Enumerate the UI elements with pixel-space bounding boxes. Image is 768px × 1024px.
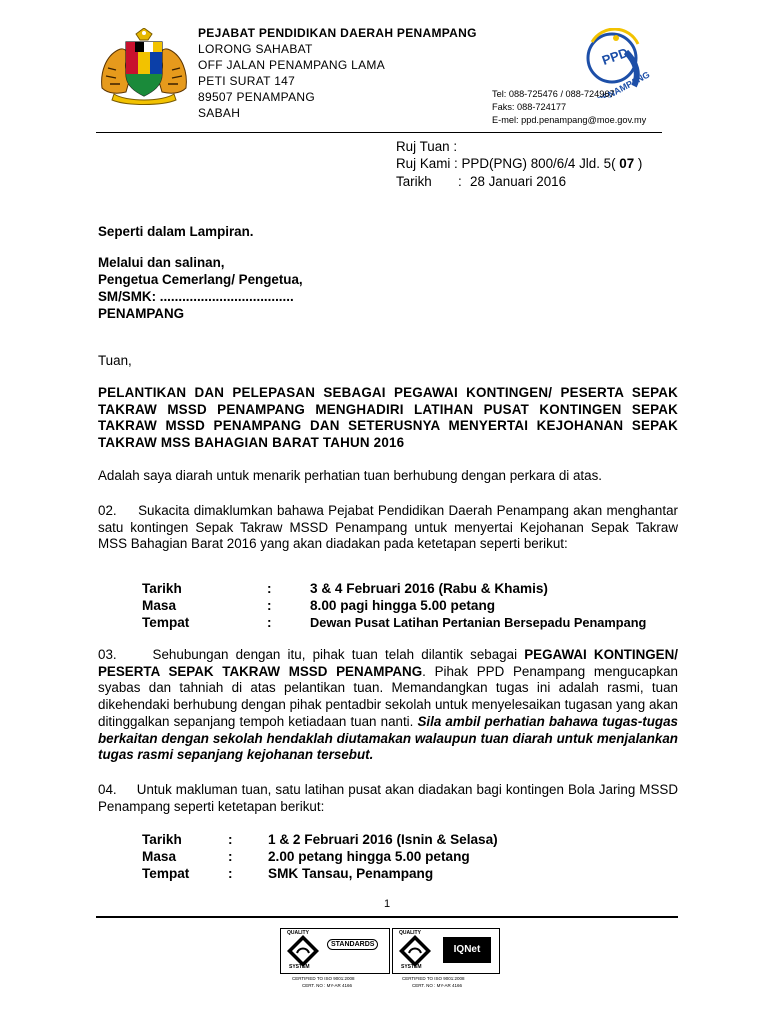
cert-2-line-1: CERTIFIED TO ISO 9001:2008 [402, 976, 465, 981]
tarikh-value: 28 Januari 2016 [470, 174, 567, 189]
para-03-middle: . Pihak PPD Penampang mengucapkan syabas dan tahniah di atas pelantikan tuan. Memandangkan tugas ini adalah rasmi, tuan dikehendaki berhubung dengan pihak pentadbir sekolah untuk menyelesaikan tugasan yang akan ditinggalkan sepanjang tempoh ketiadaan tuan nanti. [98, 663, 678, 729]
para-02: 02. Sukacita dimaklumkan bahawa Pejabat Pendidikan Daerah Penampang akan menghantar satu kontingen Sepak Takraw MSSD Penampang untuk menyertai Kejohanan Sepak Takraw MSS Bahagian Barat 2016 yang akan diadakan pada ketetapan seperti berikut: [98, 503, 678, 552]
schedule-2-label: Masa [142, 849, 177, 864]
schedule-1-row-masa [142, 598, 646, 615]
ruj-kami-value [462, 156, 643, 171]
certification-badge-1 [280, 928, 390, 974]
header-divider [96, 132, 662, 133]
schedule-1-value: 8.00 pagi hingga 5.00 petang [310, 598, 496, 613]
para-03 [98, 647, 678, 764]
salinan-line-4: PENAMPANG [98, 306, 185, 321]
email-line: E-mel: ppd.penampang@moe.gov.my [492, 115, 647, 125]
badge-1-top: QUALITY [287, 930, 309, 936]
schedule-1-row-tempat [142, 615, 646, 632]
schedule-table-1 [142, 581, 646, 632]
salutation: Tuan, [98, 353, 132, 368]
lampiran-line: Seperti dalam Lampiran. [98, 224, 254, 239]
ruj-kami-value-pre: PPD(PNG) 800/6/4 Jld. 5( [461, 156, 616, 171]
schedule-1-colon: : [267, 598, 272, 613]
svg-text:PPD: PPD [599, 44, 631, 68]
address-line-2: OFF JALAN PENAMPANG LAMA [198, 58, 386, 72]
schedule-1-label: Tempat [142, 615, 190, 630]
subject-heading: PELANTIKAN DAN PELEPASAN SEBAGAI PEGAWAI KONTINGEN/ PESERTA SEPAK TAKRAW MSSD PENAMPANG MENGHADIRI LATIHAN PUSAT KONTINGEN SEPAK TAKRAW MSSD PENAMPANG DAN SETERUSNYA MENYERTAI KEJOHANAN SEPAK TAKRAW MSS BAHAGIAN BARAT TAHUN 2016 [98, 385, 678, 451]
schedule-1-value: Dewan Pusat Latihan Pertanian Bersepadu Penampang [310, 615, 647, 630]
schedule-2-value: SMK Tansau, Penampang [268, 866, 434, 881]
svg-text:PENAMPANG: PENAMPANG [595, 69, 652, 98]
ruj-tuan-label: Ruj Tuan : [396, 139, 458, 154]
schedule-1-value: 3 & 4 Februari 2016 (Rabu & Khamis) [310, 581, 548, 596]
tarikh-colon: : [458, 174, 462, 189]
office-name: PEJABAT PENDIDIKAN DAERAH PENAMPANG [198, 26, 477, 40]
salinan-line-3: SM/SMK: .................................... [98, 289, 294, 304]
ruj-tuan [396, 139, 457, 156]
schedule-1-colon: : [267, 581, 272, 596]
schedule-1-label: Tarikh [142, 581, 182, 596]
schedule-2-row-masa [142, 849, 498, 866]
address-line-5: SABAH [198, 106, 241, 120]
address-line-3: PETI SURAT 147 [198, 74, 296, 88]
schedule-2-label: Tarikh [142, 832, 182, 847]
para-03-emphasis: Sila ambil perhatian bahawa tugas-tugas berkaitan dengan sekolah hendaklah diutamakan walaupun tuan diarah untuk menjalankan tugas rasmi sepanjang kejohanan tersebut. [98, 713, 679, 763]
para-03-appointment: PEGAWAI KONTINGEN/ PESERTA SEPAK TAKRAW MSSD PENAMPANG [98, 647, 678, 679]
badge-1-bottom: SYSTEM [289, 964, 310, 970]
schedule-2-colon: : [228, 849, 233, 864]
schedule-2-row-tarikh [142, 832, 498, 849]
cert-2-line-2: CERT. NO : MY-AR 4166 [412, 983, 463, 988]
schedule-table-2 [142, 832, 498, 883]
ruj-kami-value-post: ) [637, 156, 643, 171]
schedule-2-colon: : [228, 832, 233, 847]
cert-1-line-1: CERTIFIED TO ISO 9001:2008 [292, 976, 355, 981]
schedule-2-label: Tempat [142, 866, 190, 881]
badge-1-brand: STANDARDS [327, 939, 378, 950]
schedule-1-colon: : [267, 615, 272, 630]
fax-line: Faks: 088-724177 [492, 102, 567, 112]
tel-line: Tel: 088-725476 / 088-724967 [492, 89, 615, 99]
certification-badges [280, 928, 498, 990]
badge-2-top: QUALITY [399, 930, 421, 936]
badge-2-bottom: SYSTEM [401, 964, 422, 970]
ruj-kami-number: 07 [615, 156, 638, 171]
schedule-2-value: 2.00 petang hingga 5.00 petang [268, 849, 470, 864]
badge-2-brand: IQNet [443, 937, 491, 963]
schedule-1-label: Masa [142, 598, 177, 613]
salinan-line-2: Pengetua Cemerlang/ Pengetua, [98, 272, 303, 287]
ruj-kami-label: Ruj Kami : [396, 156, 458, 171]
address-line-1: LORONG SAHABAT [198, 42, 313, 56]
para-intro: Adalah saya diarah untuk menarik perhatian tuan berhubung dengan perkara di atas. [98, 468, 602, 483]
schedule-2-colon: : [228, 866, 233, 881]
tarikh-label: Tarikh [396, 174, 432, 189]
page-number: 1 [384, 898, 391, 910]
cert-1-line-2: CERT. NO : MY-AR 4166 [302, 983, 353, 988]
footer-divider [96, 916, 678, 918]
address-line-4: 89507 PENAMPANG [198, 90, 315, 104]
tarikh-row [396, 174, 566, 191]
coat-of-arms-emblem [96, 28, 192, 106]
schedule-2-row-tempat [142, 866, 498, 883]
ruj-kami [396, 156, 642, 173]
para-04: 04. Untuk makluman tuan, satu latihan pusat akan diadakan bagi kontingen Bola Jaring MSSD Penampang seperti ketetapan berikut: [98, 782, 678, 814]
certification-badge-2 [392, 928, 500, 974]
salinan-line-1: Melalui dan salinan, [98, 255, 225, 270]
para-03-start: 03. Sehubungan dengan itu, pihak tuan telah dilantik sebagai [98, 647, 525, 662]
schedule-1-row-tarikh [142, 581, 646, 598]
schedule-2-value: 1 & 2 Februari 2016 (Isnin & Selasa) [268, 832, 498, 847]
